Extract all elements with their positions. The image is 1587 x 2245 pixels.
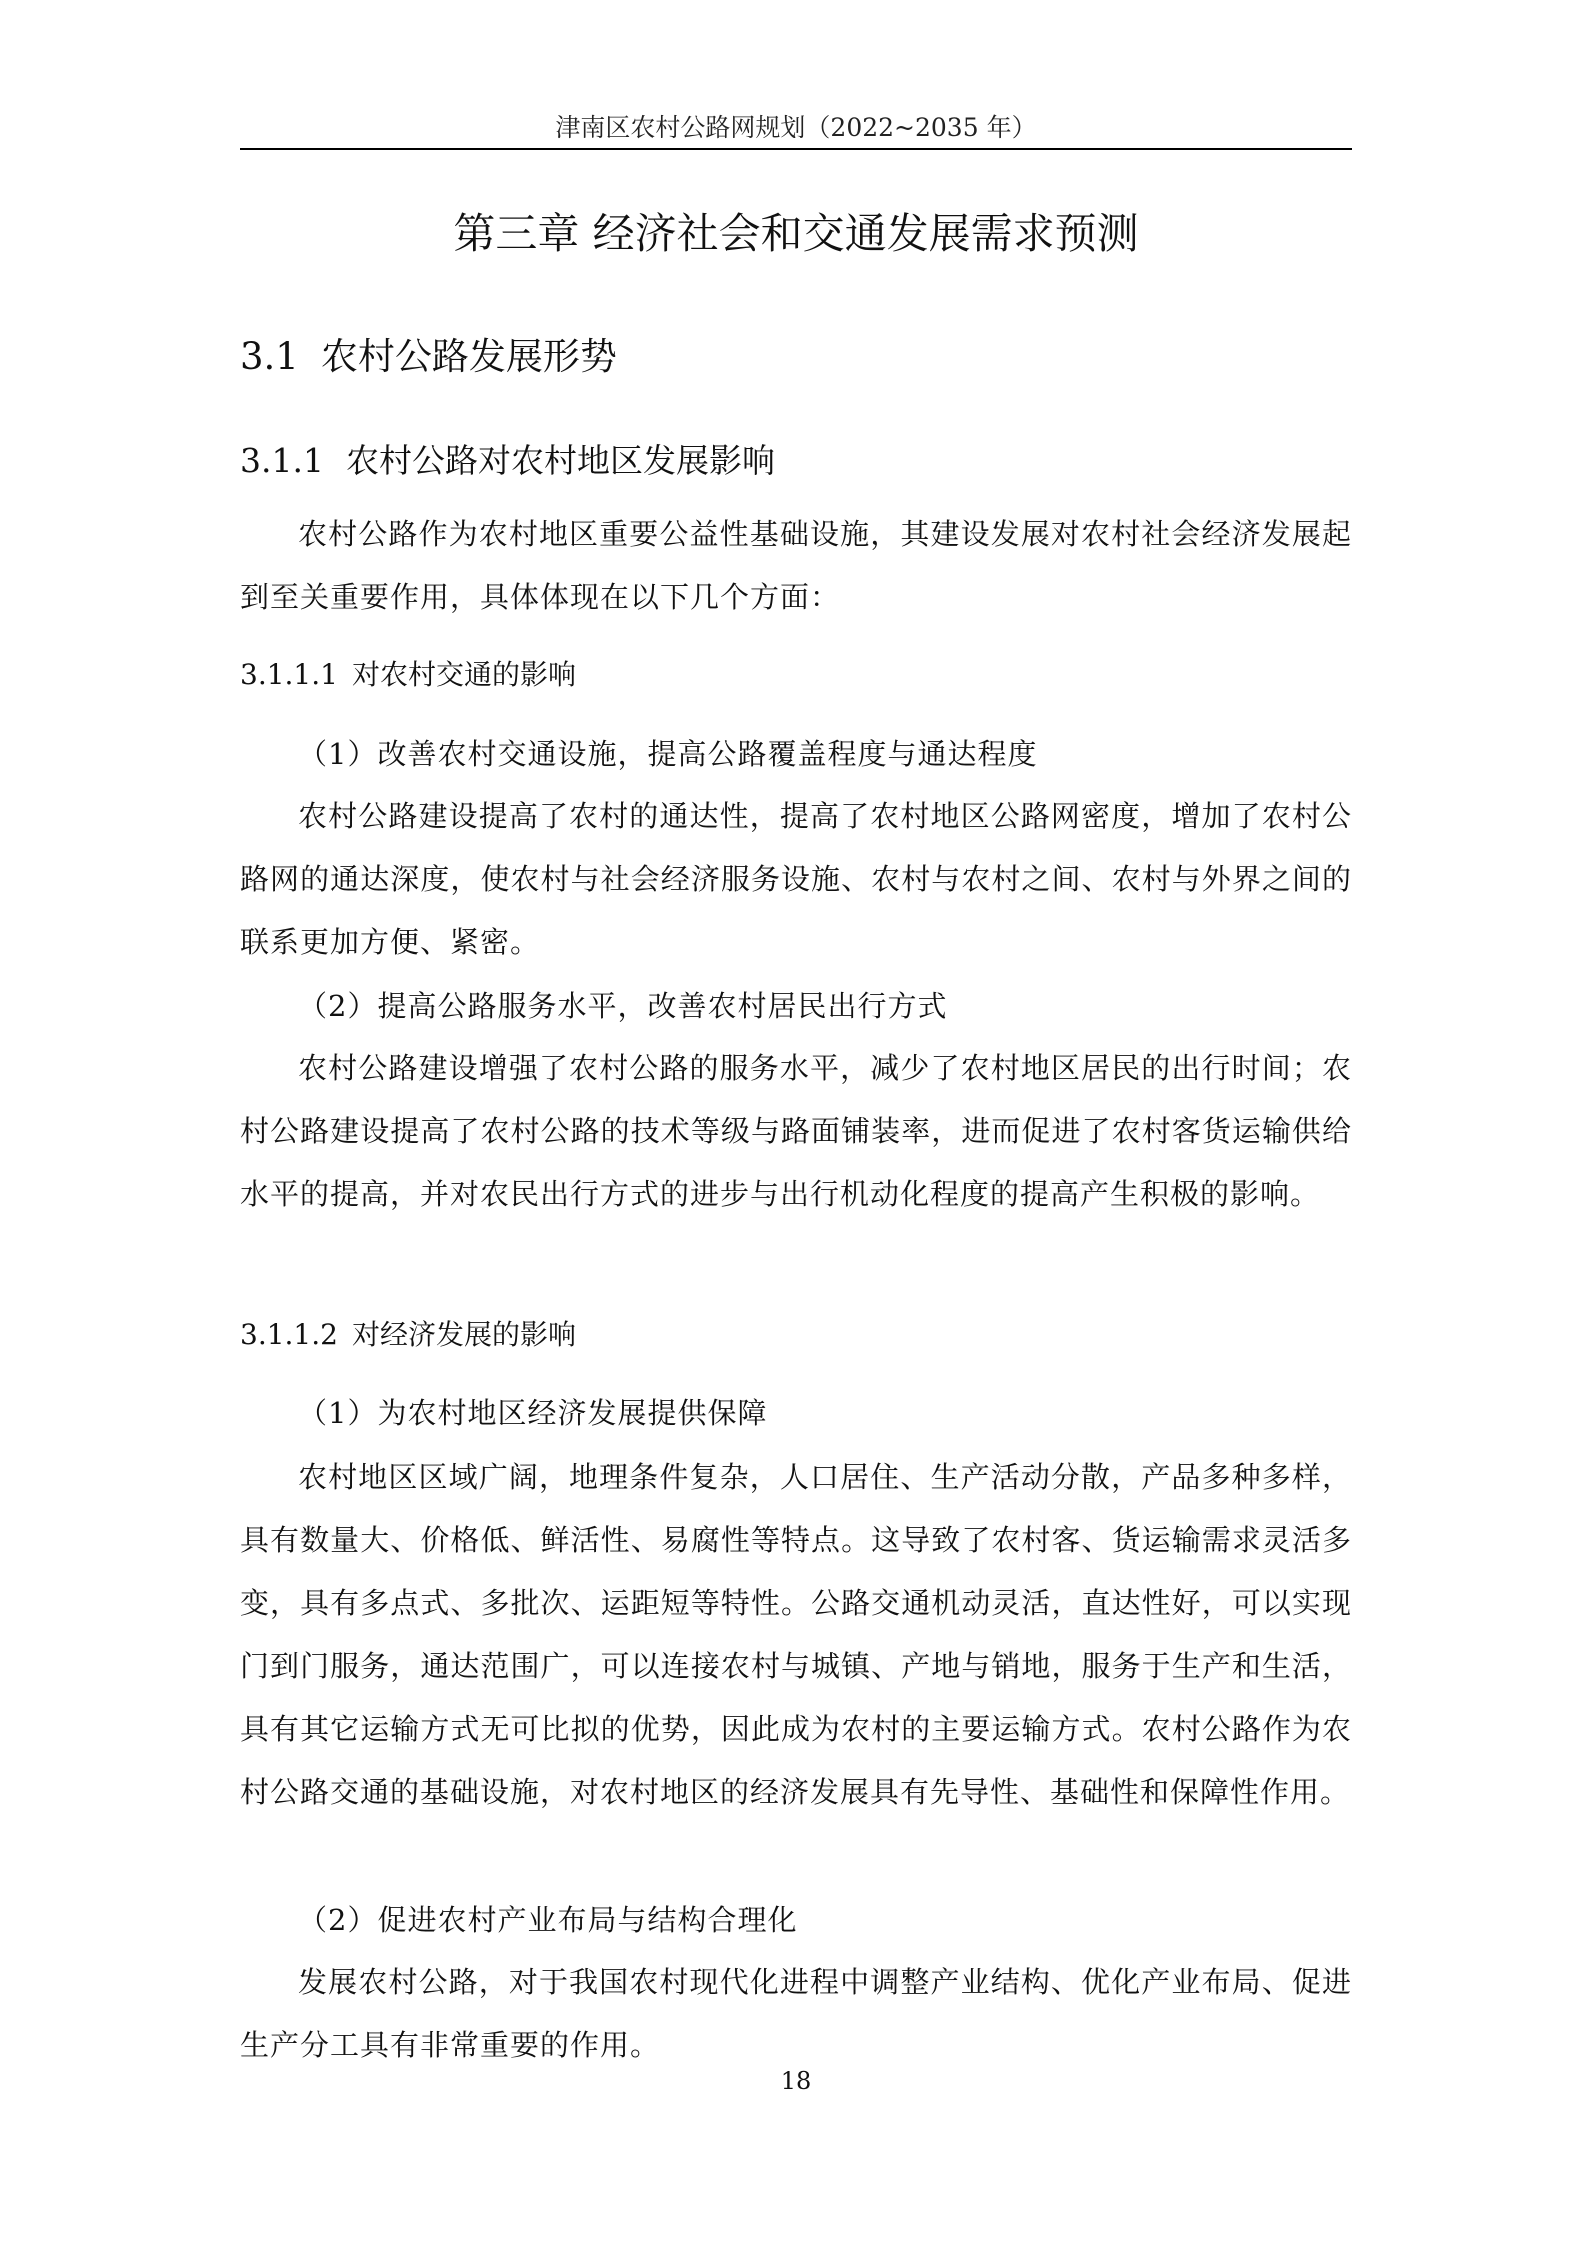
section-heading-3-1-1-2 bbox=[240, 1315, 576, 1355]
list-item: （1）为农村地区经济发展提供保障 bbox=[298, 1396, 768, 1430]
list-item: （1）改善农村交通设施，提高公路覆盖程度与通达程度 bbox=[298, 737, 1038, 771]
body-paragraph: 农村地区区域广阔，地理条件复杂，人口居住、生产活动分散，产品多种多样，具有数量大、价格低、鲜活性、易腐性等特点。这导致了农村客、货运输需求灵活多变，具有多点式、多批次、运距短等特性。公路交通机动灵活，直达性好，可以实现门到门服务，通达范围广，可以连接农村与城镇、产地与销地，服务于生产和生活，具有其它运输方式无可比拟的优势，因此成为农村的主要运输方式。农村公路作为农村公路交通的基础设施，对农村地区的经济发展具有先导性、基础性和保障性作用。 bbox=[240, 1460, 1352, 1809]
section-number: 3.1 bbox=[240, 335, 299, 378]
body-paragraph: 农村公路建设提高了农村的通达性，提高了农村地区公路网密度，增加了农村公路网的通达深度，使农村与社会经济服务设施、农村与农村之间、农村与外界之间的联系更加方便、紧密。 bbox=[240, 799, 1352, 959]
intro-paragraph: 农村公路作为农村地区重要公益性基础设施，其建设发展对农村社会经济发展起到至关重要作用，具体体现在以下几个方面： bbox=[240, 517, 1352, 614]
section-number: 3.1.1.2 bbox=[240, 1318, 338, 1351]
running-header: 津南区农村公路网规划（2022~2035 年） bbox=[555, 113, 1037, 142]
section-title: 对农村交通的影响 bbox=[351, 658, 576, 691]
section-heading-3-1-1 bbox=[240, 438, 775, 484]
section-number: 3.1.1.1 bbox=[240, 658, 338, 691]
section-number: 3.1.1 bbox=[240, 441, 324, 480]
header-rule bbox=[240, 148, 1352, 150]
chapter-title: 第三章 经济社会和交通发展需求预测 bbox=[453, 209, 1139, 258]
section-heading-3-1-1-1 bbox=[240, 655, 576, 695]
body-paragraph: 发展农村公路，对于我国农村现代化进程中调整产业结构、优化产业布局、促进生产分工具有非常重要的作用。 bbox=[240, 1965, 1352, 2062]
section-title: 农村公路发展形势 bbox=[320, 335, 617, 378]
list-item: （2）促进农村产业布局与结构合理化 bbox=[298, 1903, 798, 1937]
section-title: 对经济发展的影响 bbox=[351, 1318, 576, 1351]
section-title: 农村公路对农村地区发展影响 bbox=[345, 441, 775, 480]
section-heading-3-1 bbox=[240, 332, 617, 382]
body-paragraph: 农村公路建设增强了农村公路的服务水平，减少了农村地区居民的出行时间；农村公路建设提高了农村公路的技术等级与路面铺装率，进而促进了农村客货运输供给水平的提高，并对农民出行方式的进步与出行机动化程度的提高产生积极的影响。 bbox=[240, 1051, 1352, 1211]
page-number: 18 bbox=[780, 2067, 812, 2095]
list-item: （2）提高公路服务水平，改善农村居民出行方式 bbox=[298, 989, 948, 1023]
